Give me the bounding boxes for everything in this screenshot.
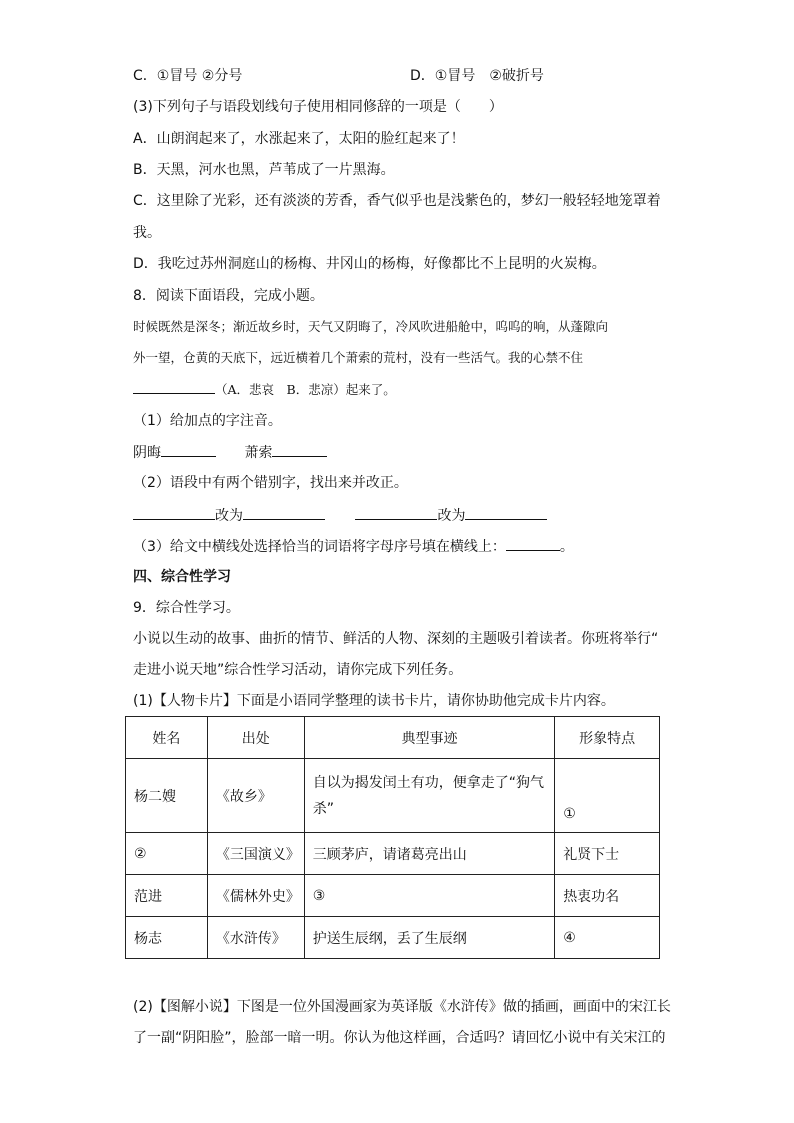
q7-3-option-a: A．山朗润起来了，水涨起来了，太阳的脸红起来了！ [133,131,465,147]
passage-choice-text: （A．悲哀 B．悲凉）起来了。 [215,382,396,397]
cell-source: 《儒林外史》 [207,875,304,917]
q8-stem: 8．阅读下面语段，完成小题。 [133,288,324,304]
pinyin-blank-1[interactable] [161,442,216,457]
table-row [126,833,660,875]
cell-name: 杨志 [126,917,208,959]
q9-intro-line1: 小说以生动的故事、曲折的情节、鲜活的人物、深刻的主题吸引着读者。你班将举行“ [133,631,659,647]
table-row [126,759,660,833]
character-card-table [125,716,660,959]
q7-3-option-d: D．我吃过苏州洞庭山的杨梅、井冈山的杨梅，好像都比不上昆明的火炭梅。 [133,256,606,272]
cell-source: 《三国演义》 [207,833,304,875]
cell-deed: 护送生辰纲，丢了生辰纲 [304,917,554,959]
table-header-row [126,717,660,759]
header-trait: 形象特点 [555,717,660,759]
q9-task2-line1: (2)【图解小说】下图是一位外国漫画家为英译版《水浒传》做的插画，画面中的宋江长 [133,999,671,1015]
wrong-char-blank-1[interactable] [133,505,215,520]
q9-intro-line2: 走进小说天地”综合性学习活动，请你完成下列任务。 [133,662,463,678]
q8-passage-line1: 时候既然是深冬；渐近故乡时，天气又阴晦了，冷风吹进船舱中，呜呜的响，从蓬隙向 [133,319,609,334]
q9-stem: 9．综合性学习。 [133,600,240,616]
q7-3-option-c-line1: C．这里除了光彩，还有淡淡的芳香，香气似乎也是浅紫色的，梦幻一般轻轻地笼罩着 [133,193,661,209]
q7-option-c: C．①冒号 ②分号 [133,68,243,84]
correct-char-blank-2[interactable] [465,505,547,520]
cell-deed[interactable]: ③ [304,875,554,917]
q8-pinyin-row [133,442,327,463]
q8-sub2: （2）语段中有两个错别字，找出来并改正。 [133,475,408,491]
word-xiaosuo: 萧索 [244,445,273,461]
q8-passage-line3 [133,379,396,400]
section-heading: 四、综合性学习 [133,569,231,585]
cell-name: 范进 [126,875,208,917]
cell-name: 杨二嫂 [126,759,208,833]
q7-3-stem: (3)下列句子与语段划线句子使用相同修辞的一项是（ ） [133,99,503,115]
cell-source: 《故乡》 [207,759,304,833]
q8-sub3-text: （3）给文中横线处选择恰当的词语将字母序号填在横线上： [133,539,506,555]
q7-option-d: D．①冒号 ②破折号 [410,68,544,84]
change-to-label-1: 改为 [215,508,243,524]
cell-deed: 自以为揭发闰土有功，便拿走了“狗气杀” [304,759,554,833]
correct-char-blank-1[interactable] [243,505,325,520]
q9-task2-line2: 了一副“阴阳脸”，脸部一暗一明。你认为他这样画，合适吗？请回忆小说中有关宋江的 [133,1030,666,1046]
q8-sub1: （1）给加点的字注音。 [133,413,282,429]
pinyin-blank-2[interactable] [272,442,327,457]
header-deed: 典型事迹 [304,717,554,759]
cell-trait[interactable]: ④ [555,917,660,959]
q8-sub3-period: 。 [559,539,574,555]
word-yinhui: 阴晦 [133,445,161,461]
cell-source: 《水浒传》 [207,917,304,959]
wrong-char-blank-2[interactable] [355,505,437,520]
cell-trait[interactable]: ① [555,759,660,833]
q8-correction-row [133,505,547,526]
table-row [126,917,660,959]
q7-3-option-b: B．天黑，河水也黑，芦苇成了一片黑海。 [133,162,395,178]
cell-deed: 三顾茅庐，请诸葛亮出山 [304,833,554,875]
q9-task1: (1)【人物卡片】下面是小语同学整理的读书卡片，请你协助他完成卡片内容。 [133,693,615,709]
q7-3-option-c-line2: 我。 [133,225,161,241]
cell-trait: 热衷功名 [555,875,660,917]
fill-blank[interactable] [133,379,215,394]
header-name: 姓名 [126,717,208,759]
cell-name[interactable]: ② [126,833,208,875]
q8-passage-line2: 外一望，仓黄的天底下，远近横着几个萧索的荒村，没有一些活气。我的心禁不住 [133,350,584,365]
choice-blank[interactable] [506,536,560,551]
change-to-label-2: 改为 [437,508,466,524]
table-row [126,875,660,917]
q8-sub3 [133,536,574,557]
cell-trait: 礼贤下士 [555,833,660,875]
header-source: 出处 [207,717,304,759]
